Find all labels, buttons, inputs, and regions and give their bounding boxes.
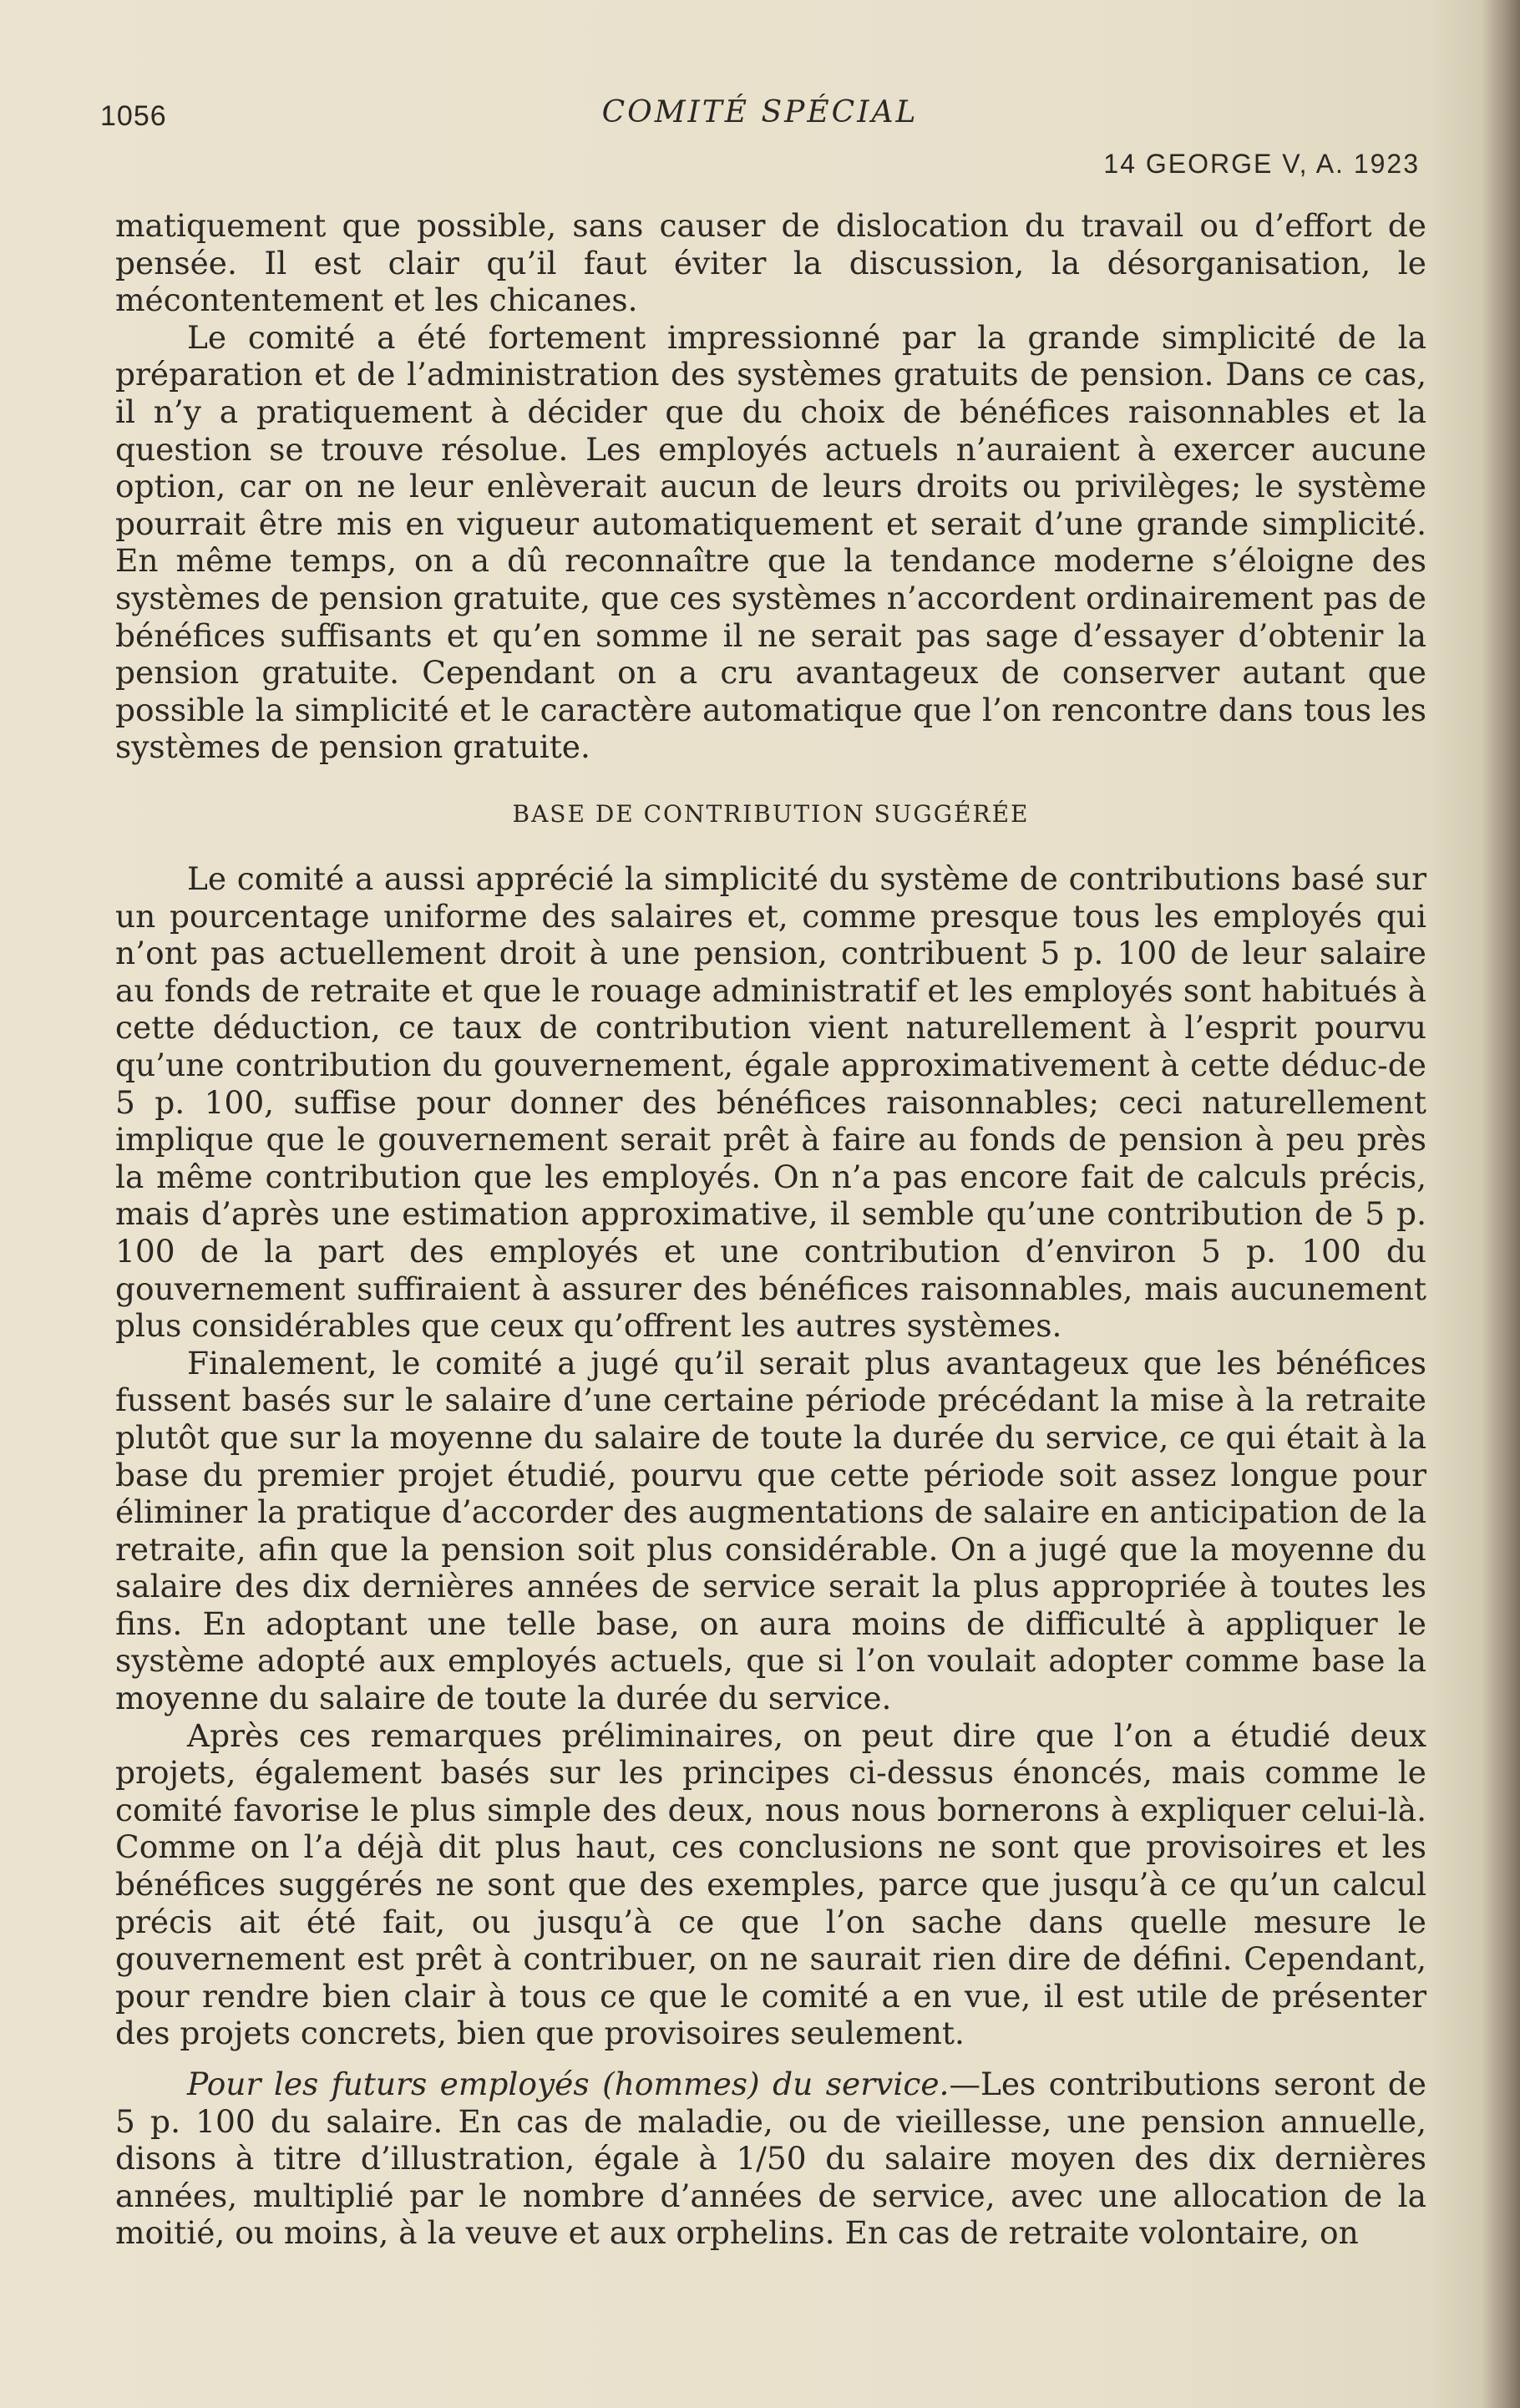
- page-edge-shadow: [1482, 0, 1520, 2408]
- paragraph-future-employees: [115, 2066, 1426, 2252]
- page-number: 1056: [100, 100, 167, 132]
- running-head: [100, 94, 1420, 144]
- journal-title: COMITÉ SPÉCIAL: [601, 95, 919, 129]
- subheading-future-employees: Pour les futurs employés (hommes) du service.: [187, 2066, 950, 2102]
- paragraph-simplicity: Le comité a été fortement impressionné par la grande simplicité de la préparation et de l’administration des systèmes gratuits de pension. Dans ce cas, il n’y a pratiquement à décider que du choix de bénéfices raisonnables et la question se trouve résolue. Les employés actuels n’auraient à exercer aucune option, car on ne leur enlèverait aucun de leurs droits ou privilèges; le système pourrait être mis en vigueur automatiquement et serait d’une grande simplicité. En même temps, on a dû reconnaître que la tendance moderne s’éloigne des systèmes de pension gratuite, que ces systèmes n’accordent ordinairement pas de bénéfices suffisants et qu’en somme il ne serait pas sage d’essayer d’obtenir la pension gratuite. Cependant on a cru avantageux de conserver autant que possible la simplicité et le caractère automatique que l’on rencontre dans tous les systèmes de pension gratuite.: [115, 318, 1426, 766]
- section-heading: BASE DE CONTRIBUTION SUGGÉRÉE: [512, 800, 1030, 828]
- section-contribution: [115, 860, 1426, 2252]
- paragraph-two-projects: Après ces remarques préliminaires, on peut dire que l’on a étudié deux projets, également basés sur les principes ci-dessus énoncés, mais comme le comité favorise le plus simple des deux, nous nous bornerons à expliquer celui-là. Comme on l’a déjà dit plus haut, ces conclusions ne sont que provisoires et les bénéfices suggérés ne sont que des exemples, parce que jusqu’à ce qu’un calcul précis ait été fait, ou jusqu’à ce que l’on sache dans quelle mesure le gouvernement est prêt à contribuer, on ne saurait rien dire de défini. Cependant, pour rendre bien clair à tous ce que le comité a en vue, il est utile de présenter des projets concrets, bien que provisoires seulement.: [115, 1716, 1426, 2052]
- session-line: 14 GEORGE V, A. 1923: [1103, 149, 1420, 179]
- paragraph-contribution-rate: Le comité a aussi apprécié la simplicité du système de contributions basé sur un pourcentage uniforme des salaires et, comme presque tous les employés qui n’ont pas actuellement droit à une pension, contribuent 5 p. 100 de leur salaire au fonds de retraite et que le rouage administratif et les employés sont habitués à cette déduction, ce taux de contribution vient naturellement à l’esprit pourvu qu’une contribution du gouvernement, égale approximativement à cette déduc-de 5 p. 100, suffise pour donner des bénéfices raisonnables; ceci naturellement implique que le gouvernement serait prêt à faire au fonds de pension à peu près la même contribution que les employés. On n’a pas encore fait de calculs précis, mais d’après une estimation approximative, il semble qu’une contribution de 5 p. 100 de la part des employés et une contribution d’environ 5 p. 100 du gouvernement suffiraient à assurer des bénéfices raisonnables, mais aucunement plus considérables que ceux qu’offrent les autres systèmes.: [115, 860, 1426, 1345]
- paragraph-continuation: matiquement que possible, sans causer de dislocation du travail ou d’effort de pensée. Il est clair qu’il faut éviter la discussion, la désorganisation, le mécontentement et les chicanes.: [115, 207, 1426, 319]
- paragraph-future-employees-text: —Les contributions seront de 5 p. 100 du salaire. En cas de maladie, ou de vieillesse, une pension annuelle, disons à titre d’illustration, égale à 1/50 du salaire moyen des dix dernières années, multiplié par le nombre d’années de service, avec une allocation de la moitié, ou moins, à la veuve et aux orphelins. En cas de retraite volontaire, on: [115, 2066, 1427, 2252]
- paragraph-salary-basis: Finalement, le comité a jugé qu’il serait plus avantageux que les bénéfices fussent basés sur le salaire d’une certaine période précédant la mise à la retraite plutôt que sur la moyenne du salaire de toute la durée du service, ce qui était à la base du premier projet étudié, pourvu que cette période soit assez longue pour éliminer la pratique d’accorder des augmentations de salaire en anticipation de la retraite, afin que la pension soit plus considérable. On a jugé que la moyenne du salaire des dix dernières années de service serait la plus appropriée à toutes les fins. En adoptant une telle base, on aura moins de difficulté à appliquer le système adopté aux employés actuels, que si l’on voulait adopter comme base la moyenne du salaire de toute la durée du service.: [115, 1344, 1426, 1717]
- section-intro: [115, 207, 1426, 766]
